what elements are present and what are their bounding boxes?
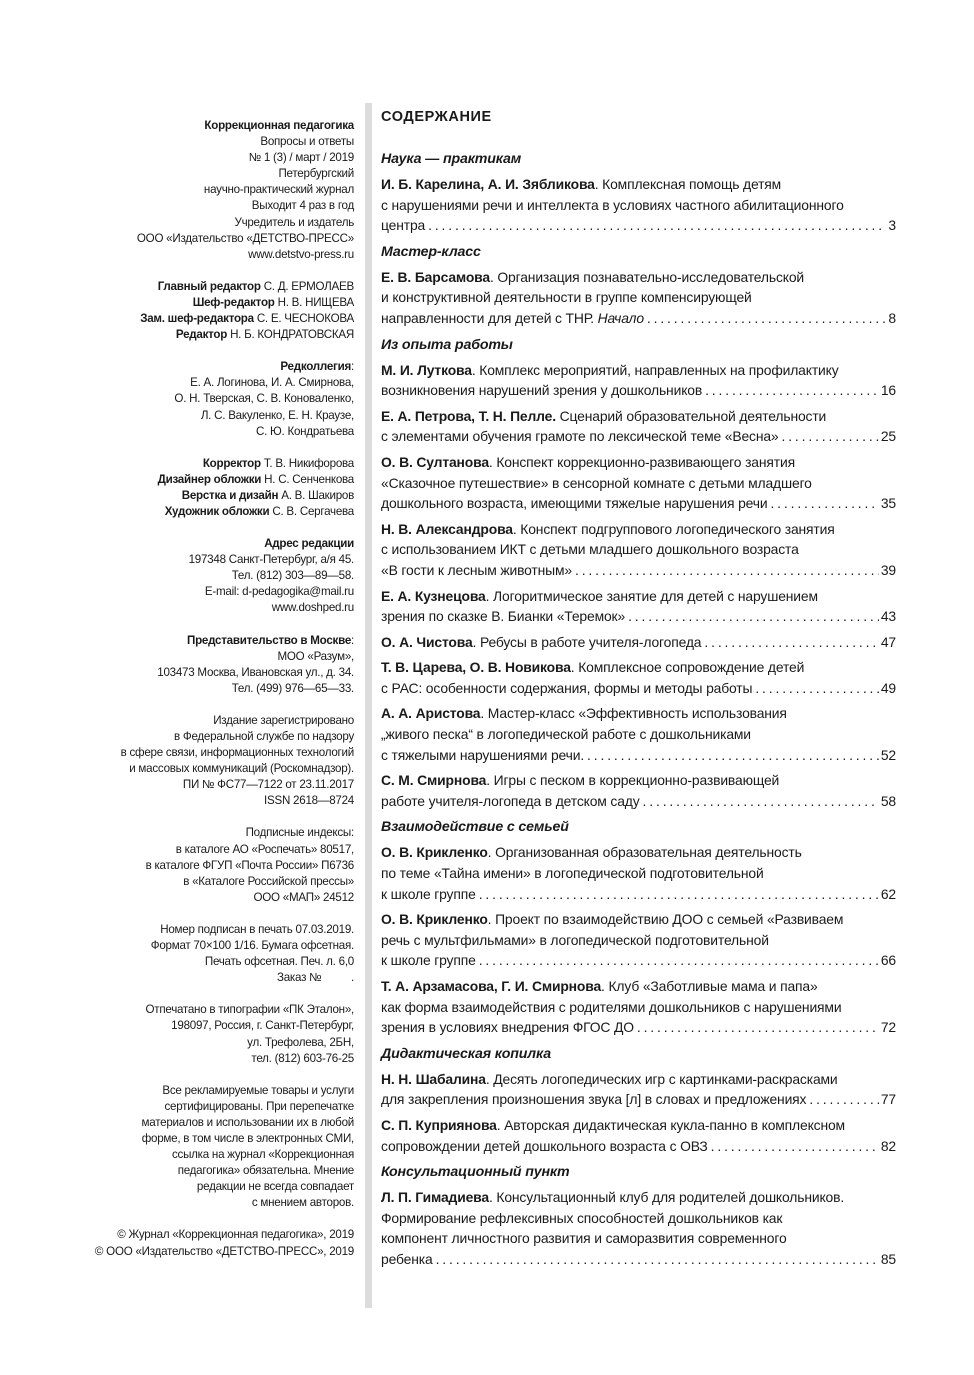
imprint-column	[60, 118, 354, 1276]
board-members: Л. С. Вакуленко, Е. Н. Краузе,	[200, 408, 354, 422]
board-members: Е. А. Логинова, И. А. Смирнова,	[190, 376, 354, 390]
entry-title-line: . Комплекс мероприятий, направленных на профилактику	[471, 361, 839, 378]
entry-author: О. А. Чистова	[381, 633, 473, 650]
page-number[interactable]: 16	[880, 382, 896, 399]
editorial-board: Редколлегия: Е. А. Логинова, И. А. Смирнова, О. Н. Тверская, С. В. Коноваленко, Л. С. Вакуленко, Е. Н. Краузе, С. Ю. Кондратьева	[60, 359, 354, 439]
page-number[interactable]: 85	[880, 1250, 896, 1267]
registration-line: в сфере связи, информационных технологий	[120, 746, 354, 760]
registration-line: и массовых коммуникаций (Роскомнадзор).	[129, 762, 354, 776]
subscription-line: в каталоге ФГУП «Почта России» П6736	[145, 858, 354, 872]
entry-title-line: с тяжелыми нарушениями речи.	[381, 746, 585, 763]
print-info-line: Печать офсетная. Печ. л. 6,0	[204, 955, 354, 969]
printer-phone: тел. (812) 603-76-25	[251, 1051, 354, 1065]
entry-title-line: зрения в условиях внедрения ФГОС ДО	[381, 1019, 634, 1036]
postal-address: 197348 Санкт-Петербург, а/я 45.	[188, 553, 354, 567]
toc-entry[interactable]	[381, 976, 896, 1038]
email-link[interactable]: E-mail: d-pedagogika@mail.ru	[204, 585, 354, 599]
entry-author: Е. А. Кузнецова	[381, 587, 486, 604]
toc-entry[interactable]	[381, 1069, 896, 1110]
toc-entry[interactable]	[381, 770, 896, 811]
entry-author: И. Б. Карелина, А. И. Зябликова	[381, 176, 595, 192]
entry-author: Е. А. Петрова, Т. Н. Пелле.	[381, 407, 556, 424]
entry-title-line: . Мастер-класс «Эффективность использования	[480, 705, 787, 722]
journal-title: Коррекционная педагогика	[204, 119, 354, 132]
page-number[interactable]: 72	[880, 1019, 896, 1036]
issn: ISSN 2618—8724	[264, 794, 354, 808]
entry-title-line: . Логоритмическое занятие для детей с нарушением	[485, 587, 818, 604]
staff-line: Верстка и дизайн А. В. Шакиров	[181, 488, 354, 502]
entry-author: С. П. Куприянова	[381, 1116, 497, 1133]
entry-title-line: . Организованная образовательная деятельность	[487, 844, 802, 861]
entry-author: А. А. Аристова	[381, 705, 481, 722]
contents-list	[381, 148, 896, 1270]
toc-entry[interactable]	[381, 842, 896, 904]
copyright-line: © ООО «Издательство «ДЕТСТВО-ПРЕСС», 2019	[94, 1244, 354, 1258]
dot-leader	[575, 560, 879, 581]
entry-title-line: . Организация познавательно-исследовательской	[489, 268, 805, 285]
page-number[interactable]: 8	[888, 309, 896, 326]
disclaimer-line: ссылка на журнал «Коррекционная	[171, 1148, 354, 1162]
dot-leader	[704, 632, 878, 653]
page-number[interactable]: 66	[880, 952, 896, 969]
toc-entry[interactable]	[381, 452, 896, 514]
toc-entry[interactable]	[381, 1115, 896, 1156]
board-label: Редколлегия	[280, 360, 352, 374]
dot-leader	[782, 426, 879, 447]
entry-author: М. И. Луткова	[381, 361, 472, 378]
entry-title-line: работе учителя-логопеда в детском саду	[381, 792, 640, 809]
registration-line: в Федеральной службе по надзору	[174, 730, 354, 743]
website-link[interactable]: www.doshped.ru	[271, 601, 354, 615]
phone-number: Тел. (812) 303—89—58.	[231, 569, 354, 583]
entry-author: Л. П. Гимадиева	[381, 1189, 489, 1206]
page-number[interactable]: 3	[888, 217, 896, 234]
entry-author: Н. Н. Шабалина	[381, 1070, 486, 1087]
masthead-line: Вопросы и ответы	[260, 135, 354, 149]
masthead-line: научно-практический журнал	[203, 183, 354, 197]
publisher-website-link[interactable]: www.detstvo-press.ru	[248, 247, 354, 261]
moscow-office-label: Представительство в Москве	[186, 633, 352, 647]
subscription-line: Подписные индексы:	[245, 826, 354, 840]
masthead	[60, 118, 354, 263]
printer-line: ул. Трефолева, 2БН,	[247, 1035, 354, 1049]
page-number[interactable]: 43	[880, 608, 896, 625]
entry-title-line: с РАС: особенности содержания, формы и методы работы	[381, 679, 753, 696]
toc-entry[interactable]	[381, 909, 896, 971]
staff-line: Дизайнер обложки Н. С. Сенченкова	[157, 472, 354, 486]
toc-entry[interactable]	[381, 360, 896, 401]
entry-title-line: «В гости к лесным животным»	[381, 561, 572, 578]
toc-entry[interactable]	[381, 174, 896, 236]
entry-title-line: . Конспект подгруппового логопедического занятия	[512, 520, 835, 537]
subscription-indexes	[60, 825, 354, 905]
entry-author: Е. В. Барсамова	[381, 268, 490, 285]
toc-entry[interactable]	[381, 657, 896, 698]
moscow-office-line: Тел. (499) 976—65—33.	[231, 681, 354, 695]
moscow-office-line: 103473 Москва, Ивановская ул., д. 34.	[157, 665, 354, 679]
masthead-line: Выходит 4 раз в год	[251, 199, 354, 213]
disclaimer-line: Все рекламируемые товары и услуги	[162, 1083, 354, 1097]
dot-leader	[770, 493, 878, 514]
disclaimer-line: материалов и использовании их в любой	[141, 1115, 354, 1129]
editor-line: Редактор Н. Б. КОНДРАТОВСКАЯ	[175, 328, 354, 342]
entry-title-line: «Сказочное путешествие» в сенсорной комнате с детьми младшего	[381, 474, 812, 491]
editors-block	[60, 279, 354, 343]
toc-entry[interactable]	[381, 632, 896, 653]
entry-title-line: . Игры с песком в коррекционно-развивающей	[486, 772, 780, 789]
entry-author: О. В. Крикленко	[381, 844, 488, 861]
disclaimer	[60, 1083, 354, 1212]
print-info-line: Формат 70×100 1/16. Бумага офсетная.	[150, 939, 354, 953]
copyright	[60, 1227, 354, 1259]
column-divider	[365, 103, 372, 1308]
section-heading: Консультационный пункт	[381, 1164, 570, 1181]
page-number[interactable]: 62	[880, 885, 896, 902]
dot-leader	[637, 1017, 879, 1038]
dot-leader	[628, 606, 879, 627]
printer-line: 198097, Россия, г. Санкт-Петербург,	[171, 1019, 354, 1033]
entry-author: О. В. Крикленко	[381, 911, 488, 928]
entry-title-line: для закрепления произношения звука [л] в словах и предложениях	[381, 1091, 807, 1108]
subscription-line: в «Каталоге Российской прессы»	[183, 874, 354, 888]
editor-line: Главный редактор С. Д. ЕРМОЛАЕВ	[157, 279, 354, 293]
toc-entry[interactable]	[381, 586, 896, 627]
section-heading: Наука — практикам	[381, 151, 522, 167]
entry-author: С. М. Смирнова	[381, 772, 487, 789]
print-info-line: Номер подписан в печать 07.03.2019.	[160, 922, 354, 936]
entry-title-line: . Консультационный клуб для родителей дошкольников.	[488, 1189, 845, 1206]
moscow-office: Представительство в Москве: МОО «Разум», 103473 Москва, Ивановская ул., д. 34. Тел. (499) 976—65—33.	[60, 633, 354, 697]
disclaimer-line: форме, в том числе в электронных СМИ,	[141, 1131, 354, 1145]
entry-title-line: . Комплексная помощь детям	[594, 176, 782, 192]
printer-info	[60, 1002, 354, 1066]
entry-title-line: с использованием ИКТ с детьми младшего дошкольного возраста	[381, 541, 799, 558]
entry-title-line: . Десять логопедических игр с картинками-раскрасками	[485, 1070, 838, 1087]
section-heading: Из опыта работы	[381, 336, 513, 353]
toc-entry[interactable]	[381, 406, 896, 447]
board-members: С. Ю. Кондратьева	[255, 424, 354, 438]
page-number[interactable]: 52	[880, 746, 896, 763]
table-of-contents	[381, 106, 896, 1275]
entry-title-line: Формирование рефлексивных способностей дошкольников как	[381, 1209, 783, 1226]
section-heading: Дидактическая копилка	[381, 1045, 551, 1062]
entry-title-line: по теме «Тайна имени» в логопедической подготовительной	[381, 865, 764, 882]
entry-title-line: ребенка	[381, 1250, 433, 1267]
moscow-office-line: МОО «Разум»,	[277, 649, 354, 663]
subscription-line: ООО «МАП» 24512	[253, 890, 354, 904]
disclaimer-line: педагогика» обязательна. Мнение	[177, 1164, 354, 1178]
page-number[interactable]: 25	[880, 428, 896, 445]
dot-leader	[436, 1249, 879, 1270]
toc-entry[interactable]	[381, 1187, 896, 1269]
entry-title-line: Сценарий образовательной деятельности	[555, 407, 827, 424]
entry-title-line: зрения по сказке В. Бианки «Теремок»	[381, 608, 626, 625]
dot-leader	[711, 1136, 879, 1157]
entry-title-line: центра	[381, 217, 426, 234]
entry-title: . Ребусы в работе учителя-логопеда	[472, 633, 702, 650]
entry-title-line: с элементами обучения грамоте по лексической теме «Весна»	[381, 428, 779, 445]
masthead-line: Учредитель и издатель	[234, 215, 354, 229]
masthead-line: Петербургский	[278, 167, 354, 181]
entry-title-line: . Комплексное сопровождение детей	[570, 659, 805, 676]
dot-leader	[479, 950, 879, 971]
page-number[interactable]: 82	[880, 1137, 896, 1154]
dot-leader	[428, 215, 886, 236]
entry-title-line: компонент личностного развития и саморазвития современного	[381, 1230, 787, 1247]
entry-title-line: . Конспект коррекционно-развивающего занятия	[488, 453, 795, 470]
copyright-line: © Журнал «Коррекционная педагогика», 2019	[117, 1228, 354, 1242]
registration-info	[60, 713, 354, 810]
page-number[interactable]: 39	[880, 561, 896, 578]
subscription-line: в каталоге АО «Роспечать» 80517,	[175, 842, 354, 856]
dot-leader	[479, 884, 879, 905]
entry-title-line: „живого песка“ в логопедической работе с дошкольниками	[381, 726, 751, 743]
entry-title-line: . Авторская дидактическая кукла-панно в комплексном	[496, 1116, 845, 1133]
staff-block	[60, 456, 354, 520]
disclaimer-line: с мнением авторов.	[251, 1196, 354, 1210]
address-label: Адрес редакции	[264, 537, 354, 551]
dot-leader	[587, 745, 879, 766]
disclaimer-line: редакции не всегда совпадает	[196, 1180, 354, 1194]
entry-title-line: сопровождении детей дошкольного возраста с ОВЗ	[381, 1137, 708, 1154]
entry-note: Начало	[597, 309, 644, 326]
page-number[interactable]: 58	[880, 792, 896, 809]
entry-title-line: дошкольного возраста, имеющими тяжелые нарушения речи	[381, 495, 768, 512]
board-members: О. Н. Тверская, С. В. Коноваленко,	[174, 392, 354, 406]
toc-entry[interactable]	[381, 267, 896, 329]
entry-title-line: к школе группе	[381, 952, 476, 969]
toc-entry[interactable]	[381, 519, 896, 581]
printer-line: Отпечатано в типографии «ПК Эталон»,	[145, 1003, 354, 1017]
dot-leader	[755, 678, 879, 699]
page-number[interactable]: 35	[880, 495, 896, 512]
entry-title-line: как форма взаимодействия с родителями дошкольников с нарушениями	[381, 998, 842, 1015]
issue-number: № 1 (3) / март / 2019	[248, 151, 354, 165]
entry-author: Т. А. Арзамасова, Г. И. Смирнова	[381, 978, 602, 994]
entry-title-line: возникновения нарушений зрения у дошкольников	[381, 382, 703, 399]
entry-title-line: с нарушениями речи и интеллекта в условиях частного абилитационного	[381, 196, 844, 213]
staff-line: Художник обложки С. В. Сергачева	[164, 504, 354, 518]
entry-author: Т. В. Царева, О. В. Новикова	[381, 659, 571, 676]
section-heading: Мастер-класс	[381, 243, 481, 260]
entry-title-line: к школе группе	[381, 885, 476, 902]
dot-leader	[643, 791, 879, 812]
registration-line: Издание зарегистрировано	[213, 713, 354, 727]
page-number[interactable]: 49	[880, 679, 896, 696]
entry-title-line: и конструктивной деятельности в группе компенсирующей	[381, 289, 752, 306]
dot-leader	[809, 1089, 878, 1110]
page-number[interactable]: 77	[880, 1091, 896, 1108]
toc-entry[interactable]	[381, 703, 896, 765]
publisher-name: ООО «Издательство «ДЕТСТВО-ПРЕСС»	[136, 231, 354, 245]
page-number[interactable]: 47	[880, 633, 896, 650]
order-number: Заказ № .	[276, 971, 354, 985]
dot-leader	[705, 380, 879, 401]
editorial-address	[60, 536, 354, 616]
entry-author: О. В. Султанова	[381, 453, 489, 470]
print-info	[60, 922, 354, 986]
disclaimer-line: сертифицированы. При перепечатке	[164, 1099, 354, 1113]
staff-line: Корректор Т. В. Никифорова	[202, 456, 354, 470]
editor-line: Зам. шеф-редактора С. Е. ЧЕСНОКОВА	[140, 312, 354, 326]
entry-title-line: направленности для детей с ТНР. Начало	[381, 309, 644, 326]
entry-title-line: речь с мультфильмами» в логопедической подготовительной	[381, 931, 769, 948]
entry-title-line: . Проект по взаимодействию ДОО с семьей «Развиваем	[487, 911, 844, 928]
section-heading: Взаимодействие с семьей	[381, 819, 569, 836]
editor-line: Шеф-редактор Н. В. НИЩЕВА	[192, 295, 354, 309]
contents-title: СОДЕРЖАНИЕ	[381, 109, 492, 125]
registration-number: ПИ № ФС77—7122 от 23.11.2017	[182, 778, 354, 792]
dot-leader	[647, 308, 887, 329]
entry-title-line: . Клуб «Заботливые мама и папа»	[601, 978, 818, 994]
entry-author: Н. В. Александрова	[381, 520, 513, 537]
